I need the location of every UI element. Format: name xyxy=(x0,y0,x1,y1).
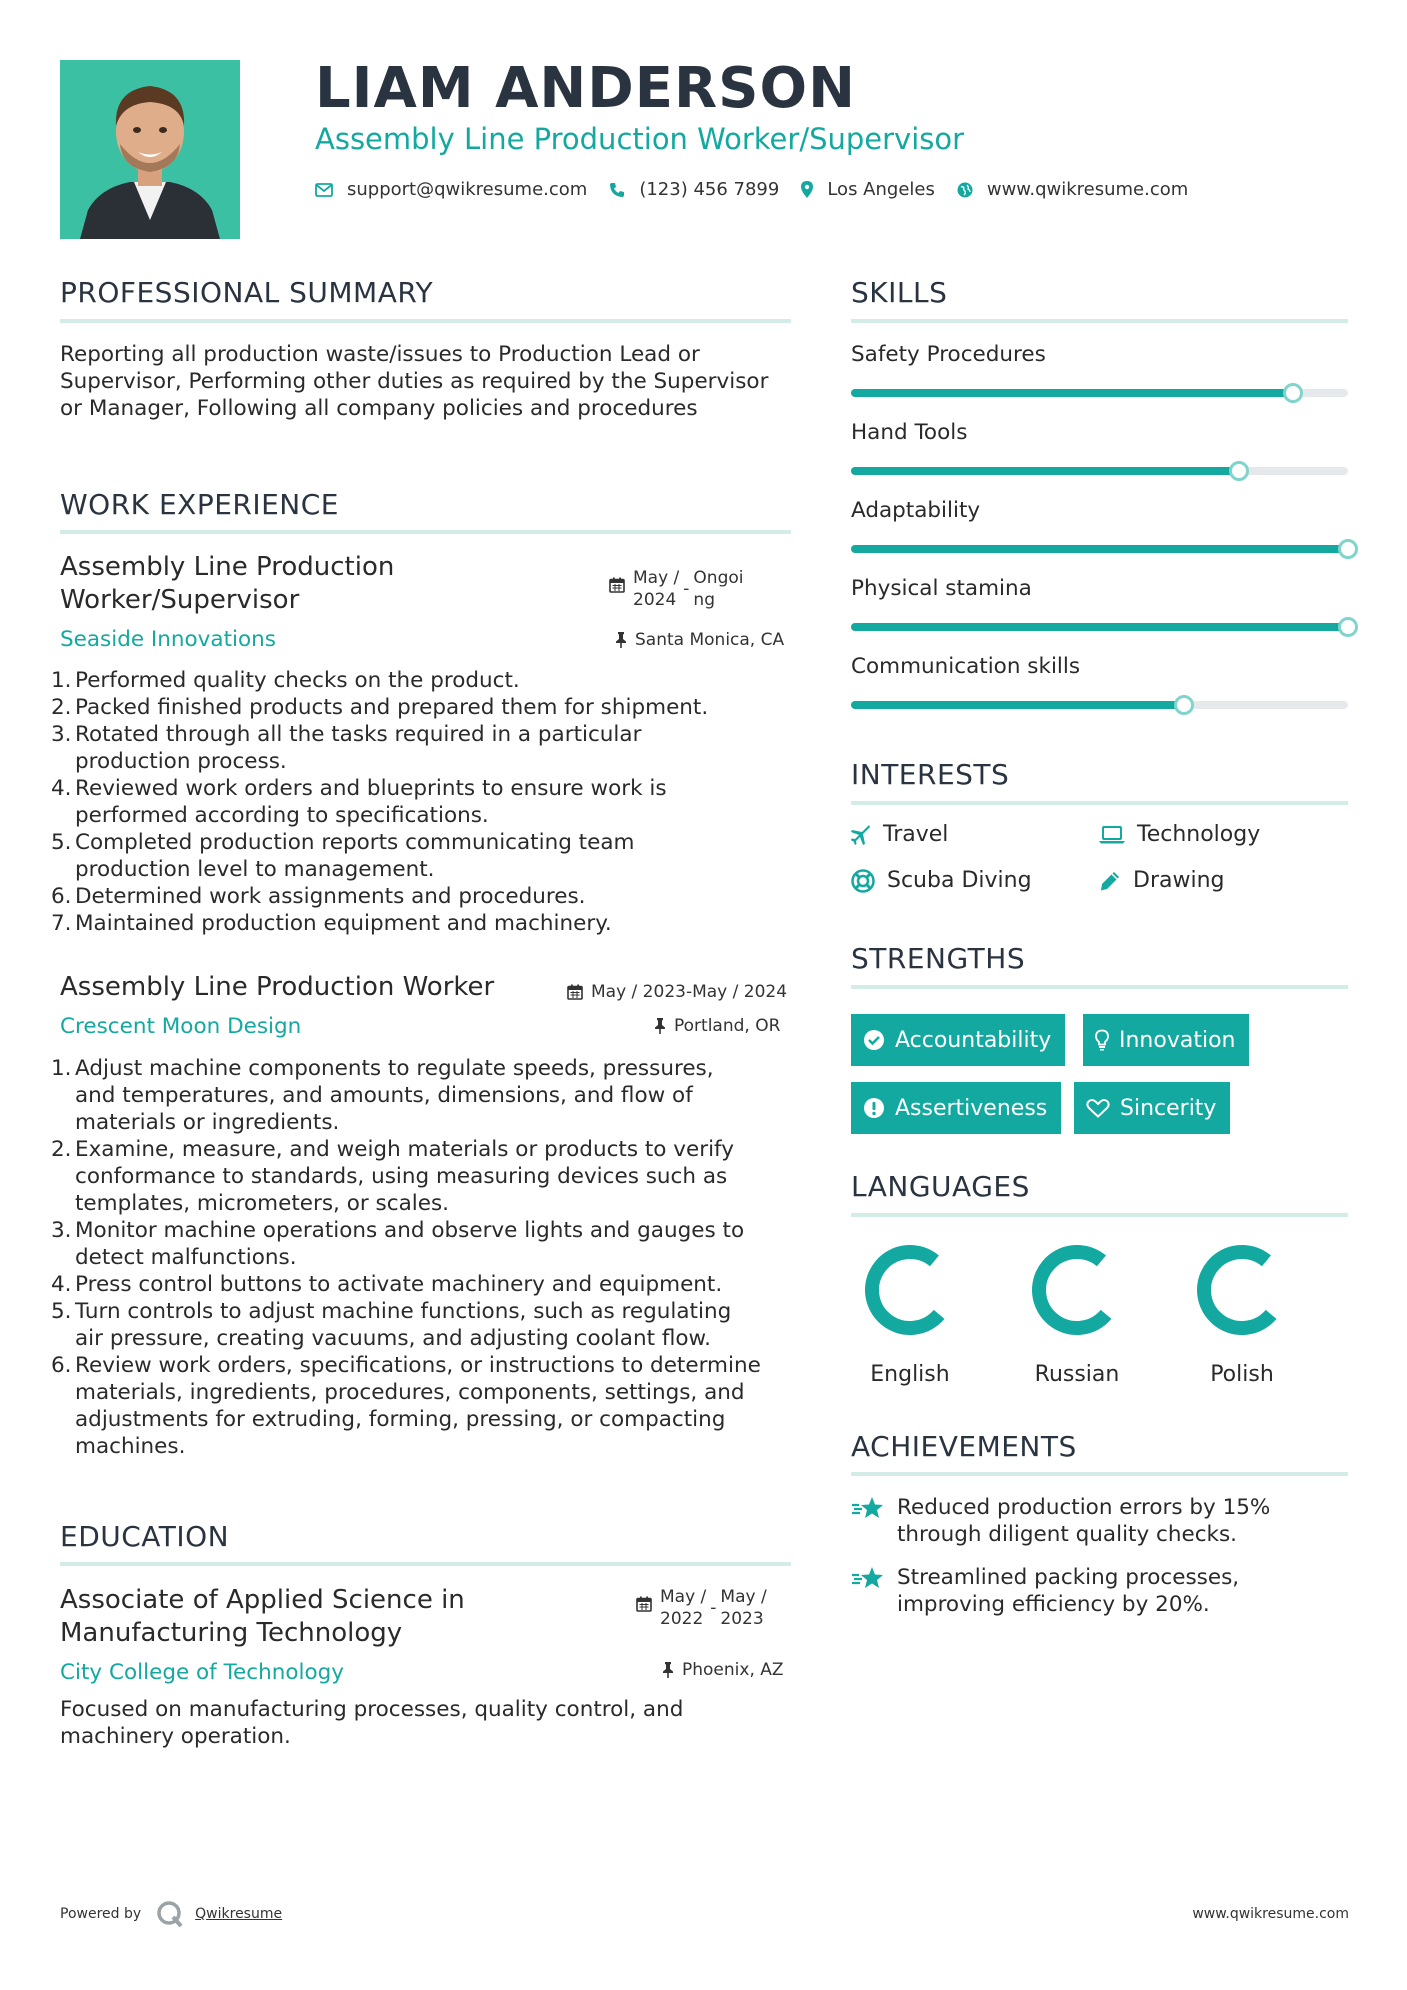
job-2-bullet xyxy=(51,1055,796,1136)
bullet-number: 1. xyxy=(51,1056,72,1081)
interests-heading: INTERESTS xyxy=(851,758,1010,791)
education-start-date-line-2: 2022 xyxy=(660,1609,704,1629)
skill-bar-fill xyxy=(851,389,1293,397)
profile-photo-illustration xyxy=(60,60,240,239)
job-2-bullet xyxy=(51,1298,796,1352)
job-2-bullet xyxy=(51,1352,796,1460)
bullet-text-line: production process. xyxy=(75,749,287,774)
qwikresume-logo-icon xyxy=(155,1899,185,1929)
bullet-text-line: Reviewed work orders and blueprints to ensure work is xyxy=(75,776,667,801)
skill-bar-hand-tools xyxy=(851,467,1348,475)
calendar-icon xyxy=(609,577,625,593)
language-ring xyxy=(860,1240,960,1340)
language-label: English xyxy=(870,1362,950,1387)
language-label: Polish xyxy=(1210,1362,1274,1387)
bullet-text xyxy=(75,829,634,883)
plane-icon xyxy=(851,825,871,845)
job-2-company: Crescent Moon Design xyxy=(60,1014,302,1039)
job-1-date-dash: - xyxy=(683,579,690,599)
job-1-bullet xyxy=(51,910,791,937)
bullet-text-line: conformance to standards, using measuring devices such as xyxy=(75,1164,728,1189)
achievement-text-line: through diligent quality checks. xyxy=(897,1522,1238,1547)
contact-phone[interactable] xyxy=(609,179,779,200)
profile-photo xyxy=(60,60,240,239)
phone-icon xyxy=(609,182,625,198)
exclamation-circle-icon xyxy=(863,1097,885,1119)
education-degree xyxy=(60,1584,465,1650)
achievement-text-line: improving efficiency by 20%. xyxy=(897,1592,1210,1617)
bullet-number: 3. xyxy=(51,1218,72,1243)
bullet-text: Determined work assignments and procedures. xyxy=(75,884,586,909)
job-1-bullet xyxy=(51,667,791,694)
job-1-end-date xyxy=(693,567,743,611)
summary-heading: PROFESSIONAL SUMMARY xyxy=(60,276,434,309)
education-divider xyxy=(60,1562,791,1566)
bullet-number: 3. xyxy=(51,722,72,747)
education-location-text: Phoenix, AZ xyxy=(682,1660,784,1680)
check-circle-icon xyxy=(863,1029,885,1051)
footer-powered-by xyxy=(60,1899,282,1929)
footer-website[interactable]: www.qwikresume.com xyxy=(1192,1906,1349,1922)
job-1-title xyxy=(60,551,394,617)
bullet-text-line: Review work orders, specifications, or instructions to determine xyxy=(75,1353,761,1378)
job-1-location xyxy=(615,630,784,650)
lightbulb-icon xyxy=(1095,1029,1109,1051)
bullet-text-line: Monitor machine operations and observe lights and gauges to xyxy=(75,1218,745,1243)
interest-scuba-diving xyxy=(851,868,1032,893)
language-ring-arc xyxy=(1039,1252,1106,1328)
skill-bar-fill xyxy=(851,545,1348,553)
bullet-number: 6. xyxy=(51,884,72,909)
pushpin-icon xyxy=(662,1662,674,1678)
interest-label: Travel xyxy=(883,822,949,847)
skill-label-hand-tools: Hand Tools xyxy=(851,420,968,445)
skill-bar-knob xyxy=(1229,461,1249,481)
education-school: City College of Technology xyxy=(60,1660,345,1685)
bullet-text xyxy=(75,1352,761,1460)
skill-bar-fill xyxy=(851,467,1239,475)
strength-sincerity xyxy=(1074,1082,1230,1134)
bullet-text-line: air pressure, creating vacuums, and adjusting coolant flow. xyxy=(75,1326,711,1351)
skill-bar-knob xyxy=(1338,617,1358,637)
skill-bar-fill xyxy=(851,623,1348,631)
skill-bar-fill xyxy=(851,701,1184,709)
job-2-location xyxy=(654,1016,780,1036)
interest-label: Drawing xyxy=(1133,868,1225,893)
job-2-dates xyxy=(567,982,787,1002)
bullet-text-line: Turn controls to adjust machine functions, such as regulating xyxy=(75,1299,732,1324)
bullet-text: Maintained production equipment and machinery. xyxy=(75,911,612,936)
bullet-text: Packed finished products and prepared them for shipment. xyxy=(75,695,709,720)
languages-heading: LANGUAGES xyxy=(851,1170,1030,1203)
achievements-divider xyxy=(851,1472,1348,1476)
job-2-bullet xyxy=(51,1136,796,1217)
strength-label: Innovation xyxy=(1119,1027,1236,1053)
shooting-star-icon xyxy=(851,1566,885,1618)
strengths-divider xyxy=(851,985,1348,989)
job-1-bullet xyxy=(51,721,791,775)
bullet-text-line: detect malfunctions. xyxy=(75,1245,297,1270)
job-1-bullet xyxy=(51,883,791,910)
job-1-end-date-line-2: ng xyxy=(693,590,715,610)
contact-email[interactable] xyxy=(315,179,587,200)
education-dates xyxy=(636,1586,767,1630)
strength-label: Assertiveness xyxy=(895,1095,1048,1121)
bullet-text: Press control buttons to activate machinery and equipment. xyxy=(75,1272,723,1297)
skill-bar-knob xyxy=(1338,539,1358,559)
skill-bar-knob xyxy=(1174,695,1194,715)
language-english xyxy=(850,1240,970,1387)
contact-website-text: www.qwikresume.com xyxy=(986,179,1189,200)
bullet-number: 4. xyxy=(51,1272,72,1297)
summary-divider xyxy=(60,319,791,323)
candidate-name: LIAM ANDERSON xyxy=(315,56,856,121)
bullet-text-line: Completed production reports communicating team xyxy=(75,830,635,855)
achievement-item xyxy=(851,1494,1351,1548)
interest-drawing xyxy=(1099,868,1224,893)
education-location xyxy=(662,1660,784,1680)
job-2-bullet xyxy=(51,1271,796,1298)
achievement-text xyxy=(897,1494,1270,1548)
education-heading: EDUCATION xyxy=(60,1520,230,1553)
bullet-text xyxy=(75,1217,744,1271)
globe-icon xyxy=(957,182,973,198)
job-1-location-text: Santa Monica, CA xyxy=(635,630,785,650)
skill-label-communication-skills: Communication skills xyxy=(851,654,1081,679)
skill-bar-safety-procedures xyxy=(851,389,1348,397)
bullet-number: 5. xyxy=(51,1299,72,1324)
heart-icon xyxy=(1086,1098,1110,1118)
interests-divider xyxy=(851,801,1348,805)
bullet-text-line: Rotated through all the tasks required in a particular xyxy=(75,722,642,747)
interest-label: Scuba Diving xyxy=(887,868,1032,893)
job-2-bullet xyxy=(51,1217,796,1271)
lifebuoy-icon xyxy=(851,869,875,893)
bullet-text-line: materials, ingredients, procedures, components, settings, and xyxy=(75,1380,745,1405)
job-2-location-text: Portland, OR xyxy=(674,1016,781,1036)
bullet-text-line: machines. xyxy=(75,1434,186,1459)
education-degree-line-2: Manufacturing Technology xyxy=(60,1618,403,1648)
pushpin-icon xyxy=(654,1018,666,1034)
contact-website[interactable] xyxy=(957,179,1188,200)
strength-label: Sincerity xyxy=(1120,1095,1217,1121)
education-date-dash: - xyxy=(710,1598,717,1618)
language-label: Russian xyxy=(1034,1362,1120,1387)
skills-heading: SKILLS xyxy=(851,276,948,309)
envelope-icon xyxy=(315,183,333,197)
skill-label-physical-stamina: Physical stamina xyxy=(851,576,1032,601)
bullet-number: 6. xyxy=(51,1353,72,1378)
achievement-text-line: Streamlined packing processes, xyxy=(897,1565,1240,1590)
strength-assertiveness xyxy=(851,1082,1061,1134)
contact-row xyxy=(315,179,1210,200)
interest-travel xyxy=(851,822,948,847)
laptop-icon xyxy=(1099,826,1125,844)
skill-bar-physical-stamina xyxy=(851,623,1348,631)
footer-brand-link[interactable]: Qwikresume xyxy=(195,1906,283,1922)
job-1-title-line-2: Worker/Supervisor xyxy=(60,585,300,615)
summary-text: Reporting all production waste/issues to Production Lead or Supervisor, Performing other duties as required by the Supervisor or Manager, Following all company policies and procedures xyxy=(60,342,769,421)
contact-email-text: support@qwikresume.com xyxy=(347,179,588,200)
achievement-text xyxy=(897,1564,1239,1618)
bullet-text xyxy=(75,1298,731,1352)
job-1-title-line-1: Assembly Line Production xyxy=(60,552,395,582)
education-start-date-line-1: May / xyxy=(660,1587,707,1607)
bullet-number: 1. xyxy=(51,668,72,693)
bullet-text-line: templates, micrometers, or scales. xyxy=(75,1191,449,1216)
bullet-text-line: and temperatures, and amounts, dimensions, and flow of xyxy=(75,1083,693,1108)
bullet-text: Performed quality checks on the product. xyxy=(75,668,520,693)
job-1-start-date-line-2: 2024 xyxy=(633,590,677,610)
education-description: Focused on manufacturing processes, quality control, and machinery operation. xyxy=(60,1697,684,1749)
strength-label: Accountability xyxy=(895,1027,1052,1053)
education-end-date xyxy=(720,1586,766,1630)
bullet-text-line: Adjust machine components to regulate speeds, pressures, xyxy=(75,1056,714,1081)
language-ring xyxy=(1027,1240,1127,1340)
job-1-bullets xyxy=(51,667,791,937)
job-1-bullet xyxy=(51,775,791,829)
bullet-number: 4. xyxy=(51,776,72,801)
education-start-date xyxy=(660,1586,706,1630)
contact-location xyxy=(801,179,935,200)
achievement-text-line: Reduced production errors by 15% xyxy=(897,1495,1271,1520)
job-2-dates-text: May / 2023-May / 2024 xyxy=(591,982,788,1002)
map-pin-icon xyxy=(801,181,813,198)
job-1-bullet xyxy=(51,829,791,883)
languages-divider xyxy=(851,1213,1348,1217)
language-russian xyxy=(1017,1240,1137,1387)
job-2-bullets xyxy=(51,1055,796,1460)
experience-heading: WORK EXPERIENCE xyxy=(60,488,339,521)
job-1-dates xyxy=(609,567,744,611)
candidate-title: Assembly Line Production Worker/Supervisor xyxy=(315,122,965,156)
bullet-text-line: production level to management. xyxy=(75,857,435,882)
bullet-text xyxy=(75,721,641,775)
bullet-number: 2. xyxy=(51,1137,72,1162)
skill-bar-knob xyxy=(1283,383,1303,403)
contact-phone-text: (123) 456 7899 xyxy=(639,179,780,200)
bullet-text xyxy=(75,1055,714,1136)
language-polish xyxy=(1182,1240,1302,1387)
job-1-company: Seaside Innovations xyxy=(60,627,276,652)
experience-divider xyxy=(60,530,791,534)
job-1-bullet xyxy=(51,694,791,721)
skill-bar-communication-skills xyxy=(851,701,1348,709)
bullet-number: 5. xyxy=(51,830,72,855)
bullet-text xyxy=(75,1136,734,1217)
skills-divider xyxy=(851,319,1348,323)
bullet-number: 7. xyxy=(51,911,72,936)
education-end-date-line-2: 2023 xyxy=(720,1609,764,1629)
language-ring-arc xyxy=(1204,1252,1271,1328)
achievement-item xyxy=(851,1564,1351,1618)
interest-technology xyxy=(1099,822,1260,847)
strength-accountability xyxy=(851,1014,1065,1066)
footer-powered-by-text: Powered by xyxy=(60,1906,142,1922)
education-end-date-line-1: May / xyxy=(720,1587,767,1607)
skill-label-safety-procedures: Safety Procedures xyxy=(851,342,1046,367)
achievements-heading: ACHIEVEMENTS xyxy=(851,1430,1077,1463)
bullet-text-line: adjustments for extruding, forming, pressing, or compacting xyxy=(75,1407,726,1432)
language-ring xyxy=(1192,1240,1292,1340)
strengths-heading: STRENGTHS xyxy=(851,942,1026,975)
pushpin-icon xyxy=(615,632,627,648)
bullet-text-line: Examine, measure, and weigh materials or products to verify xyxy=(75,1137,734,1162)
bullet-text xyxy=(75,775,667,829)
bullet-text-line: performed according to specifications. xyxy=(75,803,489,828)
strength-innovation xyxy=(1083,1014,1249,1066)
calendar-icon xyxy=(567,984,583,1000)
job-1-start-date xyxy=(633,567,679,611)
skill-bar-adaptability xyxy=(851,545,1348,553)
language-ring-arc xyxy=(872,1252,939,1328)
skill-label-adaptability: Adaptability xyxy=(851,498,981,523)
job-1-end-date-line-1: Ongoi xyxy=(693,568,744,588)
job-1-start-date-line-1: May / xyxy=(633,568,680,588)
job-2-title: Assembly Line Production Worker xyxy=(60,972,495,1002)
pencil-icon xyxy=(1099,870,1121,892)
contact-location-text: Los Angeles xyxy=(827,179,935,200)
bullet-text-line: materials or ingredients. xyxy=(75,1110,340,1135)
bullet-number: 2. xyxy=(51,695,72,720)
education-degree-line-1: Associate of Applied Science in xyxy=(60,1585,465,1615)
shooting-star-icon xyxy=(851,1496,885,1548)
interest-label: Technology xyxy=(1137,822,1261,847)
calendar-icon xyxy=(636,1596,652,1612)
